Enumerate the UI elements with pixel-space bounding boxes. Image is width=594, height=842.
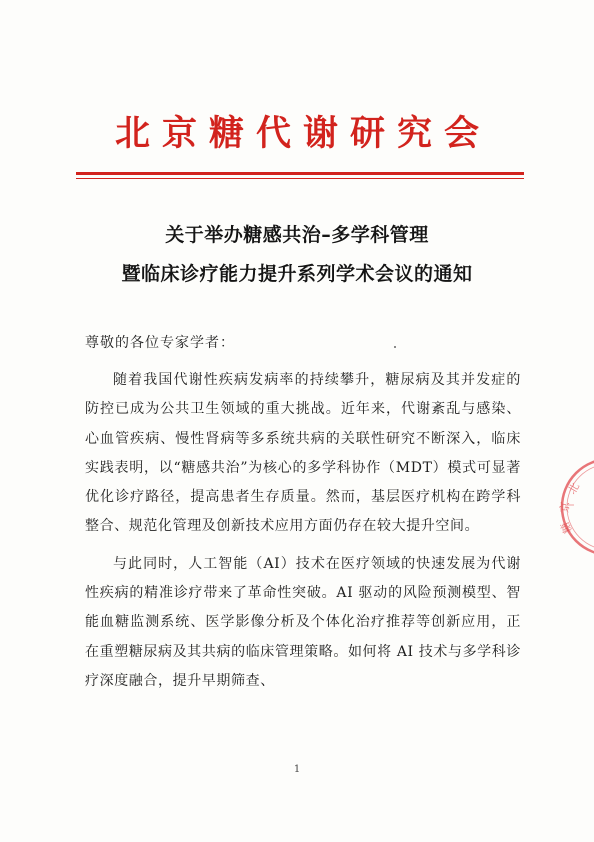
page-number: 1	[293, 764, 301, 775]
svg-text:糖: 糖	[558, 519, 575, 536]
svg-text:京: 京	[558, 501, 572, 514]
notice-body	[85, 366, 521, 704]
official-seal-icon	[558, 455, 594, 559]
body-paragraph-1: 随着我国代谢性疾病发病率的持续攀升，糖尿病及其并发症的防控已成为公共卫生领域的重大挑战。近年来，代谢紊乱与感染、心血管疾病、慢性肾病等多系统共病的关联性研究不断深入，临床实践表明，以“糖感共治”为核心的多学科协作（MDT）模式可显著优化诊疗路径，提高患者生存质量。然而，基层医疗机构在跨学科整合、规范化管理及创新技术应用方面仍存在较大提升空间。	[85, 372, 521, 535]
speck-mark	[394, 346, 396, 348]
notice-title-line-2: 暨临床诊疗能力提升系列学术会议的通知	[121, 263, 473, 285]
notice-title-line-1: 关于举办糖感共治–多学科管理	[165, 224, 429, 246]
letterhead-rule-thick	[76, 172, 524, 175]
letterhead-org-name: 北京糖代谢研究会	[114, 114, 491, 154]
salutation: 尊敬的各位专家学者：	[85, 335, 235, 351]
letterhead-rule-thin	[76, 178, 524, 179]
body-paragraph-2: 与此同时，人工智能（AI）技术在医疗领域的快速发展为代谢性疾病的精准诊疗带来了革命性突破。AI 驱动的风险预测模型、智能血糖监测系统、医学影像分析及个体化治疗推荐等创新应用，正在重塑糖尿病及其共病的临床管理策略。如何将 AI 技术与多学科诊疗深度融合，提升早期筛查、	[85, 555, 521, 689]
svg-text:北: 北	[565, 480, 583, 497]
